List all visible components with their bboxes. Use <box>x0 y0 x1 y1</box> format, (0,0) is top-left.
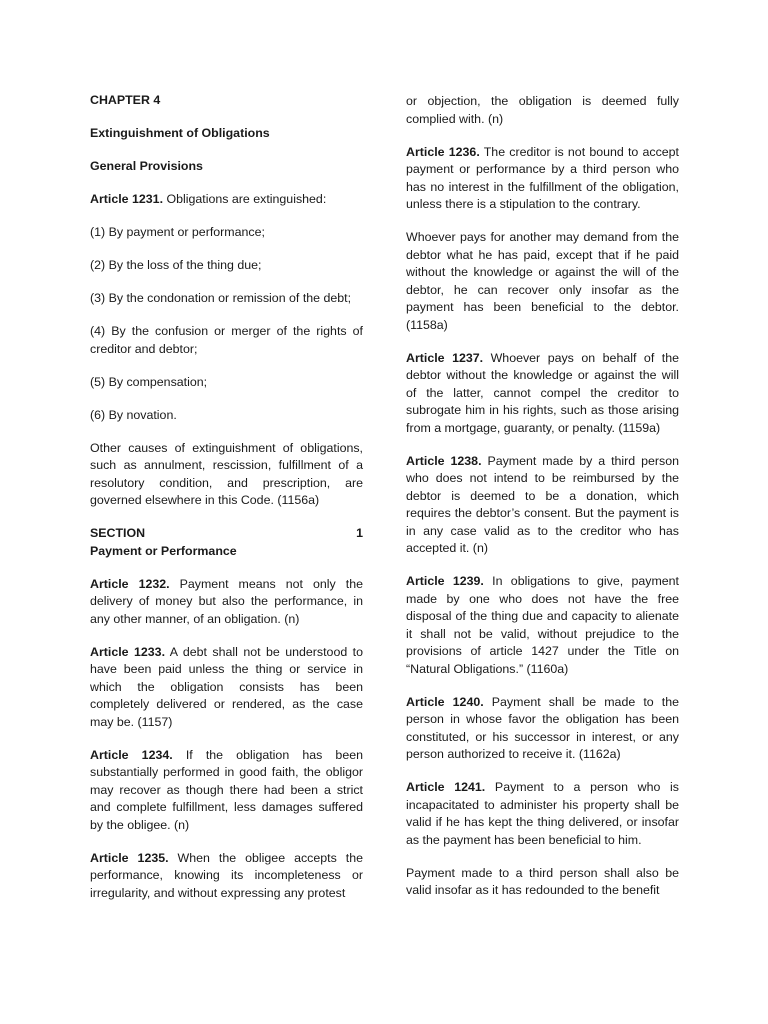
section-number: 1 <box>356 526 363 540</box>
article-label: Article 1235. <box>90 850 169 865</box>
article-1236-paragraph-2: Whoever pays for another may demand from the debtor what he has paid, except that if he paid without the knowledge or against the will of the debtor, he can recover only insofar as the payment has been beneficial to the debtor. (1158a) <box>406 230 679 332</box>
right-column <box>406 93 679 915</box>
general-provisions-heading: General Provisions <box>90 159 203 173</box>
list-item: (2) By the loss of the thing due; <box>90 258 262 272</box>
article-1235-continued: or objection, the obligation is deemed fully complied with. (n) <box>406 94 679 126</box>
article-1234 <box>90 747 363 835</box>
article-1235 <box>90 850 363 903</box>
section-label: SECTION <box>90 526 146 540</box>
article-1241 <box>406 779 679 849</box>
section-title: Payment or Performance <box>90 543 237 558</box>
list-item: (3) By the condonation or remission of the debt; <box>90 291 352 305</box>
article-text: When the obligee accepts the performance, knowing its incompleteness or irregularity, and without expressing any protest <box>90 850 363 900</box>
article-label: Article 1236. <box>406 144 480 159</box>
chapter-heading: CHAPTER 4 <box>90 93 161 107</box>
list-item: (4) By the confusion or merger of the rights of creditor and debtor; <box>90 324 363 356</box>
article-label: Article 1239. <box>406 574 484 588</box>
other-causes-paragraph: Other causes of extinguishment of obligations, such as annulment, rescission, fulfillment of a resolutory condition, and prescription, are governed elsewhere in this Code. (1156a) <box>90 440 363 507</box>
left-column <box>90 92 363 918</box>
article-text: The creditor is not bound to accept payment or performance by a third person who has no interest in the fulfillment of the obligation, unless there is a stipulation to the contrary. <box>406 144 679 211</box>
article-1233 <box>90 644 363 732</box>
article-text: A debt shall not be understood to have been paid unless the thing or service in which the obligation consists has been completely delivered or rendered, as the case may be. (1157) <box>90 644 364 729</box>
article-text: Obligations are extinguished: <box>163 192 327 206</box>
article-1237 <box>406 350 679 438</box>
article-label: Article 1238. <box>406 453 482 468</box>
chapter-title: Extinguishment of Obligations <box>90 126 270 140</box>
article-text: Payment means not only the delivery of money but also the performance, in any other manner, of an obligation. (n) <box>90 576 364 626</box>
article-label: Article 1232. <box>90 576 170 591</box>
article-label: Article 1231. <box>90 192 164 206</box>
article-1231 <box>90 191 363 209</box>
article-text: If the obligation has been substantially performed in good faith, the obligor may recover as though there had been a strict and complete fulfillment, less damages suffered by the obligee. (n) <box>90 747 364 832</box>
article-1232 <box>90 576 363 629</box>
article-text: Payment to a person who is incapacitated to administer his property shall be valid if he has kept the thing delivered, or insofar as the payment has been beneficial to him. <box>406 780 679 847</box>
article-1240 <box>406 694 679 764</box>
article-label: Article 1241. <box>406 780 486 794</box>
list-item: (6) By novation. <box>90 407 177 422</box>
list-item: (5) By compensation; <box>90 374 208 389</box>
article-1236 <box>406 144 679 214</box>
article-1238 <box>406 453 679 558</box>
article-label: Article 1233. <box>90 644 166 659</box>
article-label: Article 1237. <box>406 350 484 365</box>
article-1241-paragraph-2: Payment made to a third person shall also be valid insofar as it has redounded to the benefit <box>406 865 679 897</box>
article-label: Article 1234. <box>90 747 173 762</box>
article-text: Payment shall be made to the person in whose favor the obligation has been constituted, or his successor in interest, or any person authorized to receive it. (1162a) <box>406 694 679 761</box>
article-label: Article 1240. <box>406 694 484 709</box>
article-text: Payment made by a third person who does not intend to be reimbursed by the debtor is deemed to be a donation, which requires the debtor’s consent. But the payment is in any case valid as to the creditor who has accepted it. (n) <box>406 453 680 555</box>
section-heading <box>90 525 363 560</box>
article-1239 <box>406 573 679 678</box>
list-item: (1) By payment or performance; <box>90 225 265 239</box>
article-text: In obligations to give, payment made by one who does not have the free disposal of the thing due and capacity to alienate it shall not be valid, without prejudice to the provisions of article 1427 under the Title on “Natural Obligations.” (1160a) <box>406 574 679 676</box>
article-text: Whoever pays on behalf of the debtor without the knowledge or against the will of the latter, cannot compel the creditor to subrogate him in his rights, such as those arising from a mortgage, guaranty, or penalty. (1159a) <box>406 350 680 435</box>
